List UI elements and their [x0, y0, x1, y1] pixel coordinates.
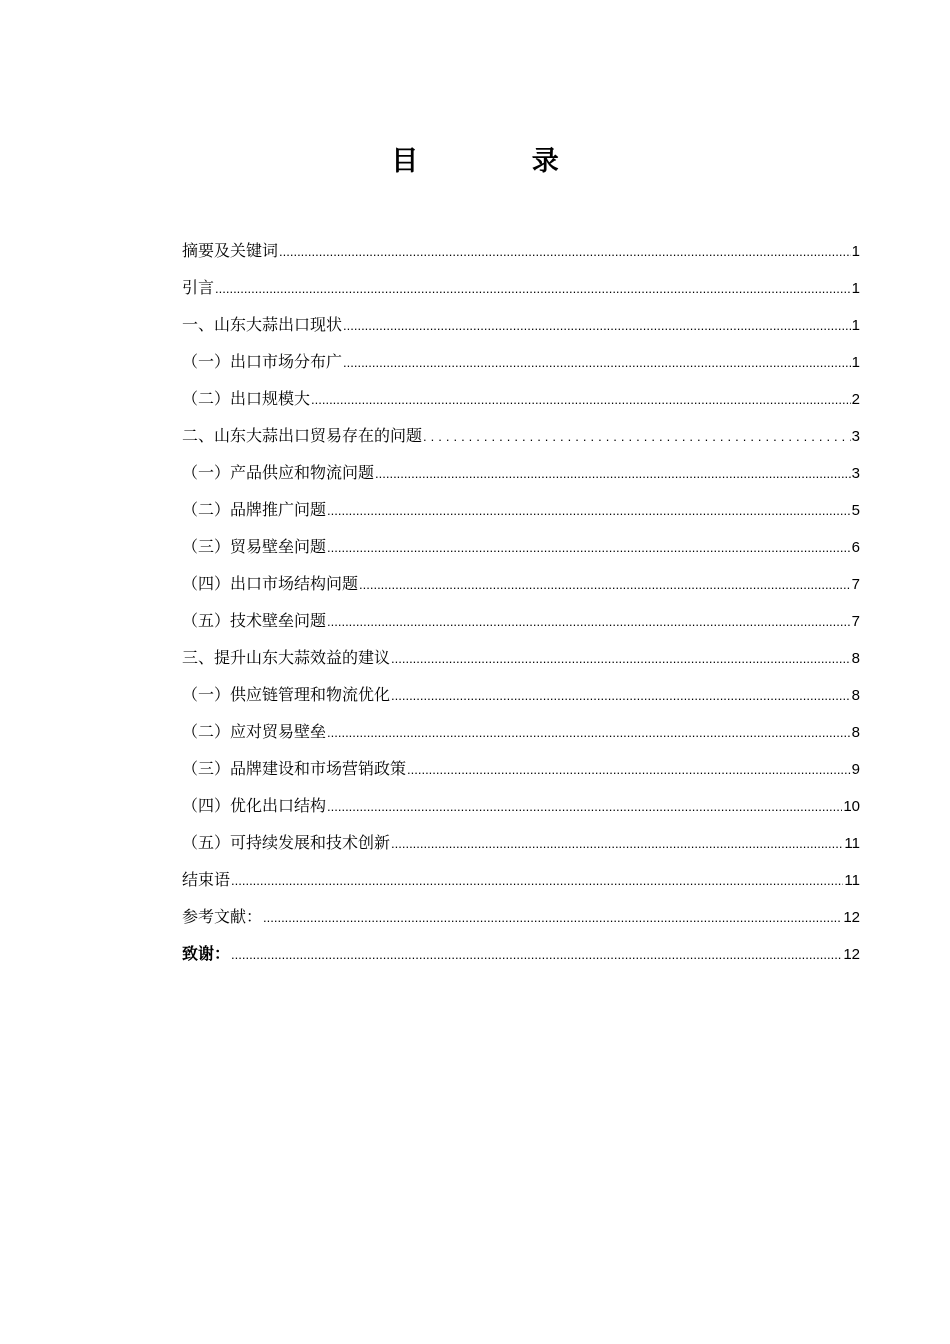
- toc-leader-dots: [231, 862, 843, 899]
- toc-entry-label: （三）品牌建设和市场营销政策: [182, 759, 407, 778]
- toc-leader-dots: [327, 492, 851, 529]
- toc-page-number: 1: [851, 243, 860, 260]
- toc-page-number: 9: [851, 761, 860, 778]
- toc-entry[interactable]: [182, 380, 860, 417]
- toc-entry[interactable]: [182, 565, 860, 602]
- toc-entry[interactable]: [182, 528, 860, 565]
- toc-entry-label: 引言: [182, 278, 215, 297]
- toc-entry-label: （五）可持续发展和技术创新: [182, 833, 391, 852]
- toc-page-number: 7: [851, 613, 860, 630]
- toc-page-number: 5: [851, 502, 860, 519]
- toc-entry-label: 三、提升山东大蒜效益的建议: [182, 648, 391, 667]
- toc-leader-dots: [343, 344, 851, 381]
- toc-leader-dots: [327, 788, 842, 825]
- toc-entry-label: （五）技术壁垒问题: [182, 611, 327, 630]
- toc-entry-label: （四）出口市场结构问题: [182, 574, 359, 593]
- toc-leader-dots: [391, 825, 843, 862]
- toc-leader-dots: [359, 566, 851, 603]
- toc-entry[interactable]: [182, 491, 860, 528]
- toc-entry-label: 参考文献：: [182, 907, 263, 926]
- toc-leader-dots: [423, 418, 851, 455]
- toc-page-number: 1: [851, 280, 860, 297]
- toc-page-number: 1: [851, 354, 860, 371]
- toc-leader-dots: [327, 714, 851, 751]
- toc-page-number: 6: [851, 539, 860, 556]
- toc-entry[interactable]: [182, 861, 860, 898]
- toc-entry-label: （二）应对贸易壁垒: [182, 722, 327, 741]
- toc-page-number: 8: [851, 724, 860, 741]
- toc-leader-dots: [215, 270, 851, 307]
- toc-list: [182, 232, 860, 972]
- toc-entry-label: （三）贸易壁垒问题: [182, 537, 327, 556]
- toc-page-number: 10: [843, 798, 860, 815]
- toc-entry[interactable]: [182, 824, 860, 861]
- toc-entry[interactable]: [182, 750, 860, 787]
- toc-entry[interactable]: [182, 232, 860, 269]
- toc-entry-label: 结束语: [182, 870, 231, 889]
- toc-leader-dots: [391, 640, 851, 677]
- toc-entry[interactable]: [182, 343, 860, 380]
- toc-entry[interactable]: [182, 676, 860, 713]
- toc-entry-label: 摘要及关键词: [182, 241, 279, 260]
- toc-entry-label: （一）产品供应和物流问题: [182, 463, 375, 482]
- toc-entry-label: （二）出口规模大: [182, 389, 311, 408]
- toc-page-number: 12: [843, 909, 860, 926]
- toc-entry[interactable]: [182, 417, 860, 454]
- toc-page-number: 3: [851, 465, 860, 482]
- toc-entry[interactable]: [182, 713, 860, 750]
- toc-leader-dots: [231, 936, 842, 973]
- toc-entry-label: 一、山东大蒜出口现状: [182, 315, 343, 334]
- toc-leader-dots: [327, 529, 851, 566]
- toc-page-number: 8: [851, 687, 860, 704]
- toc-page-number: 8: [851, 650, 860, 667]
- toc-title: 目 录: [391, 146, 611, 177]
- toc-entry[interactable]: [182, 454, 860, 491]
- toc-page-number: 3: [851, 428, 860, 445]
- toc-entry[interactable]: [182, 787, 860, 824]
- toc-entry-label: （四）优化出口结构: [182, 796, 327, 815]
- toc-page-number: 11: [844, 872, 860, 889]
- toc-entry-label: 二、山东大蒜出口贸易存在的问题: [182, 426, 423, 445]
- toc-page-number: 2: [851, 391, 860, 408]
- toc-page-number: 1: [851, 317, 860, 334]
- toc-entry[interactable]: [182, 306, 860, 343]
- toc-entry-label: （一）供应链管理和物流优化: [182, 685, 391, 704]
- toc-entry[interactable]: [182, 602, 860, 639]
- toc-leader-dots: [327, 603, 851, 640]
- toc-entry-label: （一）出口市场分布广: [182, 352, 343, 371]
- toc-leader-dots: [343, 307, 851, 344]
- toc-entry[interactable]: [182, 898, 860, 935]
- toc-leader-dots: [375, 455, 851, 492]
- toc-leader-dots: [391, 677, 851, 714]
- toc-page-number: 11: [844, 835, 860, 852]
- toc-entry[interactable]: [182, 935, 860, 972]
- toc-entry-label: （二）品牌推广问题: [182, 500, 327, 519]
- toc-page-number: 12: [843, 946, 860, 963]
- toc-entry-label: 致谢：: [182, 944, 231, 963]
- toc-leader-dots: [279, 233, 851, 270]
- toc-page-number: 7: [851, 576, 860, 593]
- toc-leader-dots: [263, 899, 842, 936]
- toc-leader-dots: [311, 381, 851, 418]
- toc-leader-dots: [407, 751, 851, 788]
- toc-entry[interactable]: [182, 639, 860, 676]
- toc-entry[interactable]: [182, 269, 860, 306]
